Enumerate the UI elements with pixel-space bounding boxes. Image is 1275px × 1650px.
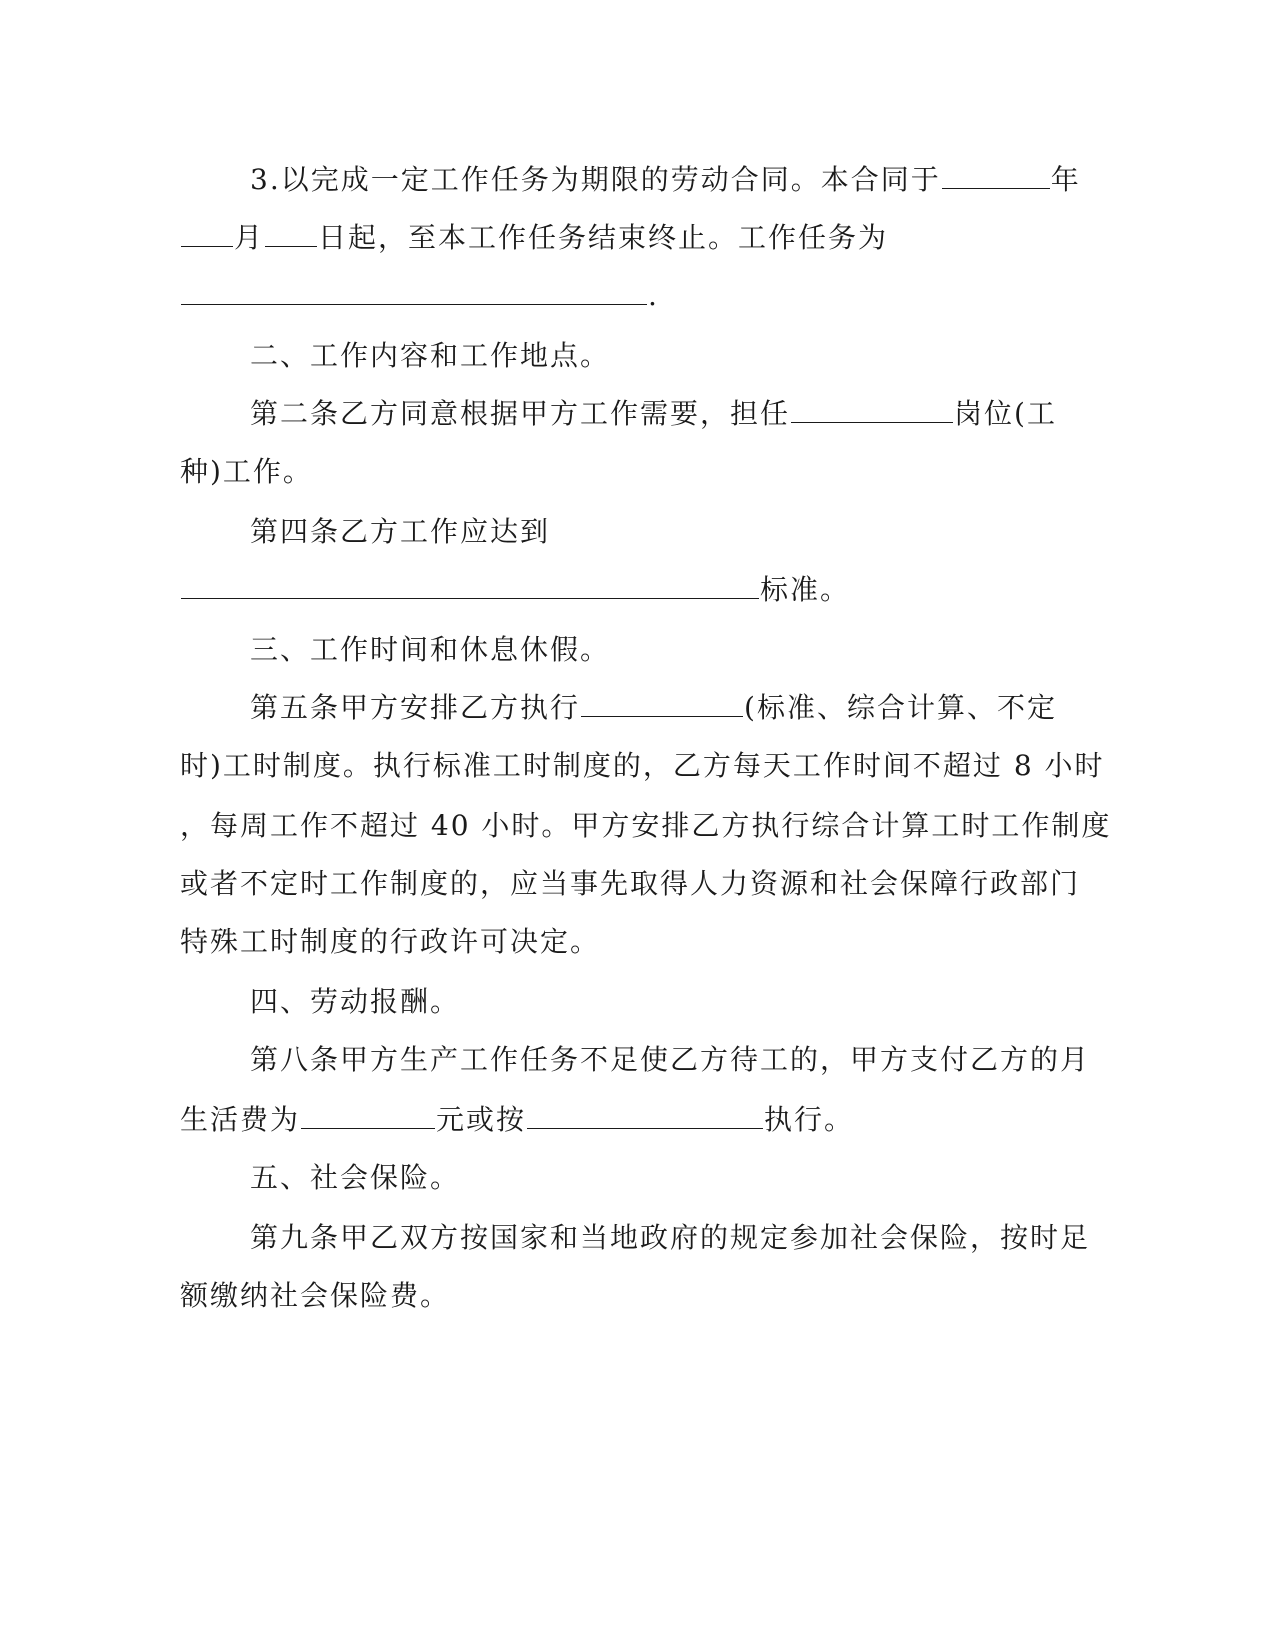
article-2-continued: 种)工作。 xyxy=(180,455,313,488)
article-5-text: 第五条甲方安排乙方执行 xyxy=(250,691,581,724)
living-expense-label: 生活费为 xyxy=(180,1103,301,1136)
year-blank[interactable] xyxy=(942,162,1050,189)
article-5-line-4-text: 或者不定时工作制度的，应当事先取得人力资源和社会保障行政部门 xyxy=(180,867,1081,900)
article-5-line-2-text: 时)工时制度。执行标准工时制度的，乙方每天工作时间不超过 8 小时 xyxy=(180,749,1105,782)
year-label: 年 xyxy=(1050,163,1081,196)
section-2-heading-text: 二、工作内容和工作地点。 xyxy=(250,339,611,372)
article-8-line-2 xyxy=(180,1100,1030,1140)
work-hour-system-blank[interactable] xyxy=(581,690,743,717)
yuan-or-label: 元或按 xyxy=(436,1103,527,1136)
article-5-line-4 xyxy=(180,864,1081,904)
work-hour-options: (标准、综合计算、不定 xyxy=(744,691,1057,724)
article-2-line-1 xyxy=(250,394,1057,434)
position-blank[interactable] xyxy=(791,396,953,423)
task-description-line xyxy=(180,276,980,316)
article-5-line-3 xyxy=(180,806,1112,846)
article-2-text: 第二条乙方同意根据甲方工作需要，担任 xyxy=(250,397,791,430)
article-5-line-2 xyxy=(180,746,1105,786)
clause-3-text: 3.以完成一定工作任务为期限的劳动合同。本合同于 xyxy=(250,163,941,196)
article-2-line-2 xyxy=(180,452,980,492)
execute-label: 执行。 xyxy=(764,1103,855,1136)
article-9-continued: 额缴纳社会保险费。 xyxy=(180,1279,451,1312)
section-4-heading-text: 四、劳动报酬。 xyxy=(250,985,461,1018)
living-expense-basis-blank[interactable] xyxy=(527,1102,763,1129)
standard-label: 标准。 xyxy=(760,573,851,606)
section-5-heading xyxy=(250,1158,1050,1198)
section-3-heading-text: 三、工作时间和休息休假。 xyxy=(250,633,611,666)
day-blank[interactable] xyxy=(265,220,317,247)
month-blank[interactable] xyxy=(181,220,233,247)
article-4-line-1 xyxy=(250,512,1050,552)
section-3-heading xyxy=(250,630,1050,670)
clause-3-line-2 xyxy=(180,218,980,258)
section-2-heading xyxy=(250,336,1050,376)
article-5-line-3-text: ，每周工作不超过 40 小时。甲方安排乙方执行综合计算工时工作制度 xyxy=(180,809,1112,842)
article-9-line-1 xyxy=(250,1218,1091,1258)
standard-blank[interactable] xyxy=(181,572,759,599)
month-label: 月 xyxy=(234,221,265,254)
section-5-heading-text: 五、社会保险。 xyxy=(250,1161,461,1194)
section-4-heading xyxy=(250,982,1050,1022)
article-9-line-2 xyxy=(180,1276,980,1316)
task-description-blank[interactable] xyxy=(181,278,647,305)
living-expense-amount-blank[interactable] xyxy=(301,1102,435,1129)
article-5-line-1 xyxy=(250,688,1057,728)
article-8-text: 第八条甲方生产工作任务不足使乙方待工的，甲方支付乙方的月 xyxy=(250,1043,1091,1076)
article-5-line-5 xyxy=(180,922,1030,962)
article-8-line-1 xyxy=(250,1040,1091,1080)
article-4-line-2 xyxy=(180,570,980,610)
article-5-line-5-text: 特殊工时制度的行政许可决定。 xyxy=(180,925,601,958)
task-intro-text: 日起，至本工作任务结束终止。工作任务为 xyxy=(318,221,889,254)
task-period: . xyxy=(648,279,659,312)
position-label: 岗位(工 xyxy=(954,397,1057,430)
article-9-text: 第九条甲乙双方按国家和当地政府的规定参加社会保险，按时足 xyxy=(250,1221,1091,1254)
article-4-text: 第四条乙方工作应达到 xyxy=(250,515,551,548)
clause-3-line-1 xyxy=(250,160,1081,200)
